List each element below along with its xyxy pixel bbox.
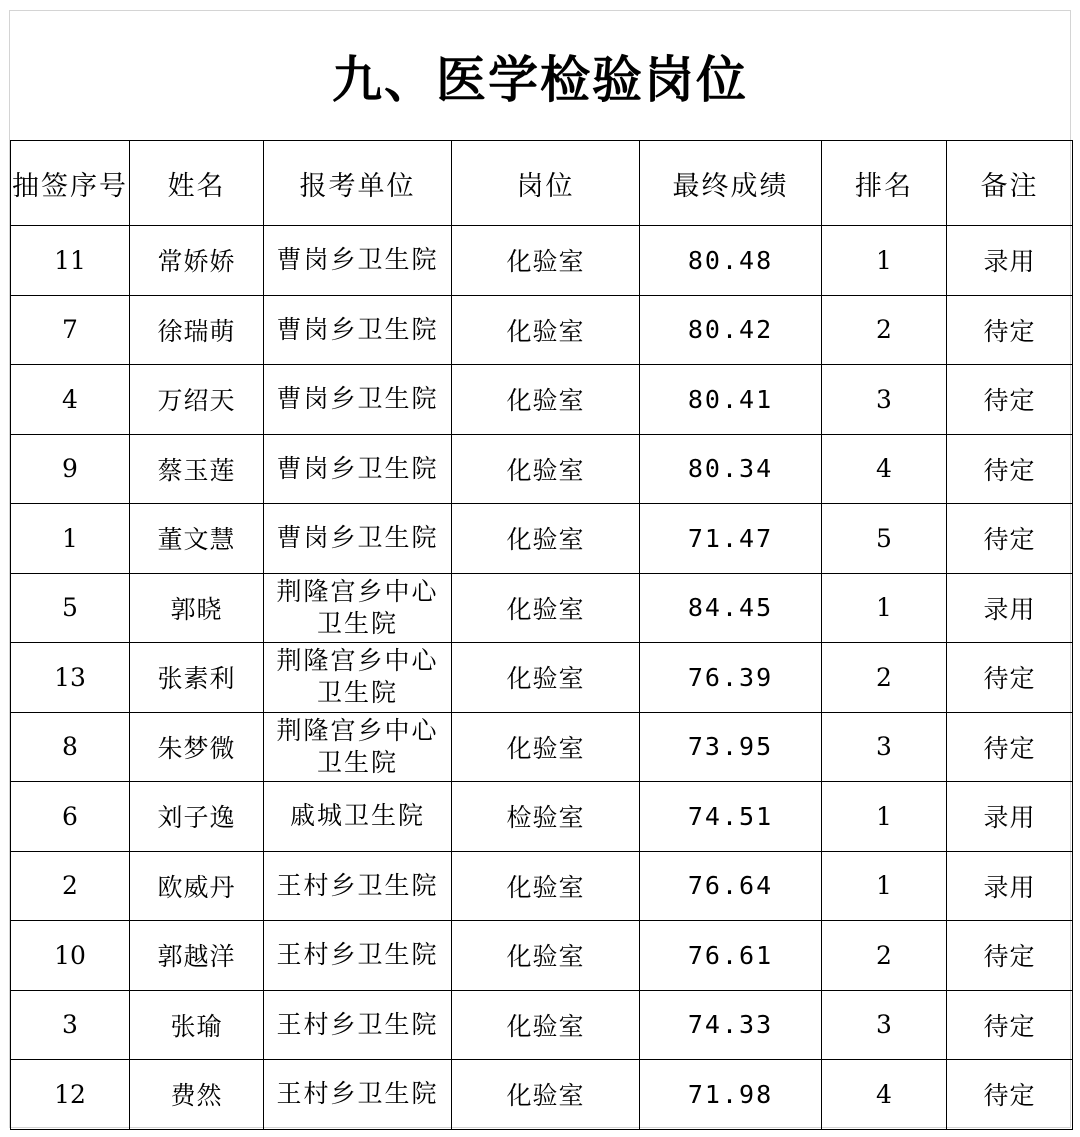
table-row bbox=[11, 851, 1073, 921]
cell-note: 待定 bbox=[947, 712, 1073, 782]
cell-post: 化验室 bbox=[452, 851, 640, 921]
cell-rank: 3 bbox=[822, 365, 947, 435]
table-row bbox=[11, 434, 1073, 504]
cell-unit: 曹岗乡卫生院 bbox=[264, 226, 452, 296]
cell-post: 化验室 bbox=[452, 573, 640, 643]
cell-score: 74.33 bbox=[640, 990, 822, 1060]
cell-note: 录用 bbox=[947, 782, 1073, 852]
cell-score: 71.98 bbox=[640, 1060, 822, 1130]
table-row bbox=[11, 226, 1073, 296]
cell-post: 化验室 bbox=[452, 226, 640, 296]
cell-name: 郭越洋 bbox=[130, 921, 264, 991]
cell-seq: 4 bbox=[11, 365, 130, 435]
cell-seq: 7 bbox=[11, 295, 130, 365]
cell-unit: 王村乡卫生院 bbox=[264, 851, 452, 921]
cell-rank: 4 bbox=[822, 1060, 947, 1130]
cell-unit: 曹岗乡卫生院 bbox=[264, 365, 452, 435]
cell-unit: 王村乡卫生院 bbox=[264, 1060, 452, 1130]
cell-name: 郭晓 bbox=[130, 573, 264, 643]
cell-name: 万绍天 bbox=[130, 365, 264, 435]
cell-seq: 13 bbox=[11, 643, 130, 713]
cell-seq: 2 bbox=[11, 851, 130, 921]
cell-note: 待定 bbox=[947, 643, 1073, 713]
cell-seq: 9 bbox=[11, 434, 130, 504]
cell-seq: 6 bbox=[11, 782, 130, 852]
header-post: 岗位 bbox=[452, 141, 640, 226]
header-unit: 报考单位 bbox=[264, 141, 452, 226]
cell-note: 待定 bbox=[947, 921, 1073, 991]
cell-seq: 5 bbox=[11, 573, 130, 643]
cell-rank: 2 bbox=[822, 921, 947, 991]
cell-rank: 2 bbox=[822, 643, 947, 713]
header-seq: 抽签序号 bbox=[11, 141, 130, 226]
table-row bbox=[11, 782, 1073, 852]
header-note: 备注 bbox=[947, 141, 1073, 226]
cell-post: 化验室 bbox=[452, 921, 640, 991]
cell-rank: 4 bbox=[822, 434, 947, 504]
cell-unit: 荆隆宫乡中心 卫生院 bbox=[264, 712, 452, 782]
cell-score: 74.51 bbox=[640, 782, 822, 852]
cell-score: 84.45 bbox=[640, 573, 822, 643]
cell-name: 张瑜 bbox=[130, 990, 264, 1060]
cell-rank: 2 bbox=[822, 295, 947, 365]
cell-unit: 王村乡卫生院 bbox=[264, 990, 452, 1060]
cell-note: 待定 bbox=[947, 990, 1073, 1060]
table-row bbox=[11, 712, 1073, 782]
header-name: 姓名 bbox=[130, 141, 264, 226]
table-row bbox=[11, 921, 1073, 991]
cell-score: 76.39 bbox=[640, 643, 822, 713]
cell-score: 71.47 bbox=[640, 504, 822, 574]
table-row bbox=[11, 365, 1073, 435]
cell-score: 76.64 bbox=[640, 851, 822, 921]
cell-unit: 荆隆宫乡中心 卫生院 bbox=[264, 643, 452, 713]
cell-rank: 1 bbox=[822, 851, 947, 921]
cell-rank: 1 bbox=[822, 226, 947, 296]
cell-name: 刘子逸 bbox=[130, 782, 264, 852]
cell-note: 待定 bbox=[947, 365, 1073, 435]
cell-post: 化验室 bbox=[452, 643, 640, 713]
cell-note: 录用 bbox=[947, 573, 1073, 643]
cell-post: 化验室 bbox=[452, 295, 640, 365]
cell-post: 化验室 bbox=[452, 712, 640, 782]
cell-post: 化验室 bbox=[452, 1060, 640, 1130]
cell-unit: 王村乡卫生院 bbox=[264, 921, 452, 991]
cell-name: 费然 bbox=[130, 1060, 264, 1130]
table-row bbox=[11, 295, 1073, 365]
cell-name: 欧威丹 bbox=[130, 851, 264, 921]
cell-seq: 3 bbox=[11, 990, 130, 1060]
cell-rank: 3 bbox=[822, 990, 947, 1060]
cell-post: 化验室 bbox=[452, 504, 640, 574]
cell-note: 待定 bbox=[947, 1060, 1073, 1130]
cell-name: 徐瑞萌 bbox=[130, 295, 264, 365]
cell-seq: 11 bbox=[11, 226, 130, 296]
cell-seq: 12 bbox=[11, 1060, 130, 1130]
table-row bbox=[11, 990, 1073, 1060]
cell-unit: 曹岗乡卫生院 bbox=[264, 434, 452, 504]
cell-unit: 戚城卫生院 bbox=[264, 782, 452, 852]
cell-note: 待定 bbox=[947, 295, 1073, 365]
cell-name: 张素利 bbox=[130, 643, 264, 713]
cell-post: 化验室 bbox=[452, 434, 640, 504]
cell-rank: 3 bbox=[822, 712, 947, 782]
cell-seq: 8 bbox=[11, 712, 130, 782]
cell-post: 化验室 bbox=[452, 365, 640, 435]
cell-post: 化验室 bbox=[452, 990, 640, 1060]
document-sheet bbox=[9, 10, 1071, 1128]
cell-unit: 曹岗乡卫生院 bbox=[264, 295, 452, 365]
results-table bbox=[10, 140, 1073, 1130]
cell-unit: 荆隆宫乡中心 卫生院 bbox=[264, 573, 452, 643]
header-row bbox=[11, 141, 1073, 226]
cell-note: 待定 bbox=[947, 504, 1073, 574]
table-row bbox=[11, 504, 1073, 574]
cell-score: 80.41 bbox=[640, 365, 822, 435]
table-row bbox=[11, 643, 1073, 713]
cell-name: 朱梦微 bbox=[130, 712, 264, 782]
header-score: 最终成绩 bbox=[640, 141, 822, 226]
cell-score: 80.34 bbox=[640, 434, 822, 504]
header-rank: 排名 bbox=[822, 141, 947, 226]
table-row bbox=[11, 573, 1073, 643]
cell-name: 蔡玉莲 bbox=[130, 434, 264, 504]
cell-seq: 1 bbox=[11, 504, 130, 574]
cell-seq: 10 bbox=[11, 921, 130, 991]
cell-name: 董文慧 bbox=[130, 504, 264, 574]
cell-note: 录用 bbox=[947, 226, 1073, 296]
cell-score: 80.48 bbox=[640, 226, 822, 296]
page-title: 九、医学检验岗位 bbox=[332, 50, 748, 109]
cell-name: 常娇娇 bbox=[130, 226, 264, 296]
cell-rank: 1 bbox=[822, 782, 947, 852]
table-row bbox=[11, 1060, 1073, 1130]
cell-score: 73.95 bbox=[640, 712, 822, 782]
cell-note: 待定 bbox=[947, 434, 1073, 504]
cell-post: 检验室 bbox=[452, 782, 640, 852]
cell-unit: 曹岗乡卫生院 bbox=[264, 504, 452, 574]
cell-rank: 5 bbox=[822, 504, 947, 574]
cell-score: 80.42 bbox=[640, 295, 822, 365]
cell-score: 76.61 bbox=[640, 921, 822, 991]
cell-note: 录用 bbox=[947, 851, 1073, 921]
cell-rank: 1 bbox=[822, 573, 947, 643]
